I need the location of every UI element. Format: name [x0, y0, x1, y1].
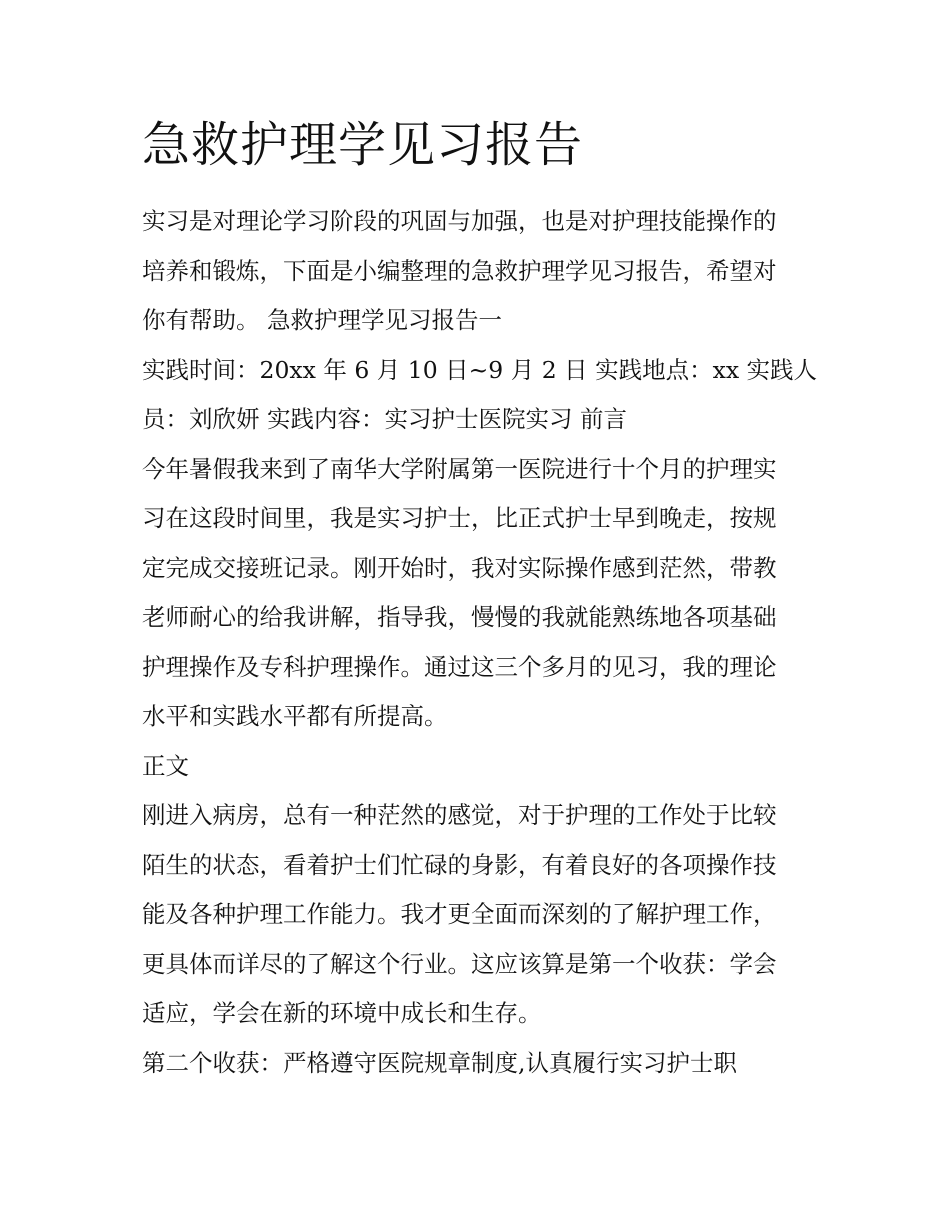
text-line: 定完成交接班记录。刚开始时，我对实际操作感到茫然，带教: [142, 553, 777, 582]
paragraph-second-gain: [142, 1039, 822, 1089]
paragraph-preface: [142, 445, 822, 742]
document-title: 急救护理学见习报告: [142, 117, 584, 173]
text-line: 实践时间：20xx 年 6 月 10 日~9 月 2 日 实践地点：xx 实践人: [142, 355, 818, 384]
text-line: 护理操作及专科护理操作。通过这三个多月的见习，我的理论: [142, 652, 777, 681]
text-line: 适应，学会在新的环境中成长和生存。: [142, 999, 542, 1027]
text-line: 陌生的状态，看着护士们忙碌的身影，有着良好的各项操作技: [142, 850, 777, 879]
paragraph-practice-info: [142, 346, 822, 445]
text-line: 员：刘欣妍 实践内容：实习护士医院实习 前言: [142, 405, 627, 433]
text-line: 你有帮助。 急救护理学见习报告一: [142, 306, 502, 334]
document-body: [142, 197, 822, 1088]
text-line: 第二个收获：严格遵守医院规章制度,认真履行实习护士职: [142, 1048, 737, 1077]
text-line: 水平和实践水平都有所提高。: [142, 702, 448, 730]
section-heading-main: [142, 742, 822, 792]
text-line: 今年暑假我来到了南华大学附属第一医院进行十个月的护理实: [142, 454, 777, 483]
text-line: 正文: [142, 751, 189, 780]
paragraph-intro: [142, 197, 822, 346]
text-line: 培养和锻炼，下面是小编整理的急救护理学见习报告，希望对: [142, 256, 777, 285]
text-line: 老师耐心的给我讲解，指导我，慢慢的我就能熟练地各项基础: [142, 603, 777, 631]
text-line: 更具体而详尽的了解这个行业。这应该算是第一个收获：学会: [142, 949, 777, 978]
text-line: 刚进入病房，总有一种茫然的感觉，对于护理的工作处于比较: [142, 801, 777, 829]
text-line: 习在这段时间里，我是实习护士，比正式护士早到晚走，按规: [142, 504, 777, 532]
paragraph-first-gain: [142, 791, 822, 1039]
text-line: 能及各种护理工作能力。我才更全面而深刻的了解护理工作，: [142, 900, 777, 928]
text-line: 实习是对理论学习阶段的巩固与加强，也是对护理技能操作的: [142, 207, 777, 235]
